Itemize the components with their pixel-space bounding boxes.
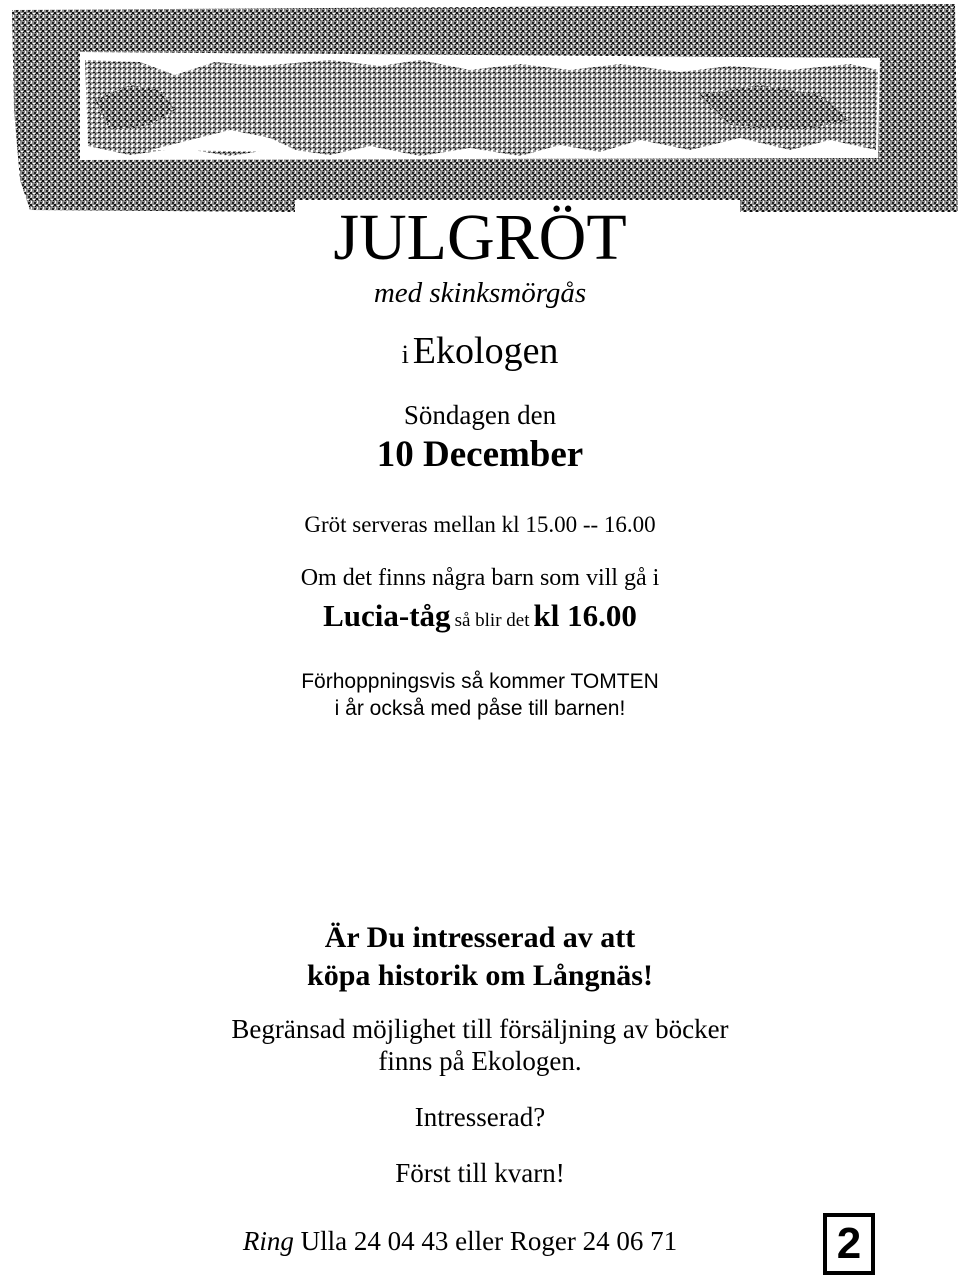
contact-ring: Ring (242, 1226, 294, 1256)
history-question-line-2: köpa historik om Långnäs! (307, 959, 653, 992)
event-date: 10 December (376, 434, 584, 475)
serving-time: Gröt serveras mellan kl 15.00 -- 16.00 (304, 512, 656, 537)
lucia-middle: så blir det (454, 610, 530, 631)
event-title: JULGRÖT (333, 201, 627, 274)
location-prefix: i (401, 340, 409, 369)
contact-numbers: Ulla 24 04 43 eller Roger 24 06 71 (300, 1226, 678, 1256)
location-name: Ekologen (412, 330, 559, 372)
event-day-label: Söndagen den (403, 400, 557, 430)
tomten-line-1: Förhoppningsvis så kommer TOMTEN (301, 670, 659, 693)
history-question-line-1: Är Du intresserad av att (324, 921, 636, 954)
event-location (0, 328, 960, 382)
history-info-line-1: Begränsad möjlighet till försäljning av böcker (231, 1014, 729, 1044)
tomten-line-2: i år också med påse till barnen! (334, 697, 626, 720)
event-subtitle: med skinksmörgås (373, 277, 587, 309)
lucia-intro: Om det finns några barn som vill gå i (300, 565, 660, 591)
lucia-bold: Lucia-tåg (323, 598, 451, 633)
header-banner-image (0, 0, 960, 215)
history-interested: Intresserad? (414, 1102, 546, 1132)
lucia-time: kl 16.00 (533, 598, 637, 633)
contact-line (0, 1225, 920, 1257)
lucia-line (0, 596, 960, 642)
history-first-come: Först till kvarn! (395, 1158, 565, 1188)
page-number: 2 (823, 1213, 875, 1275)
history-info-line-2: finns på Ekologen. (378, 1046, 582, 1076)
